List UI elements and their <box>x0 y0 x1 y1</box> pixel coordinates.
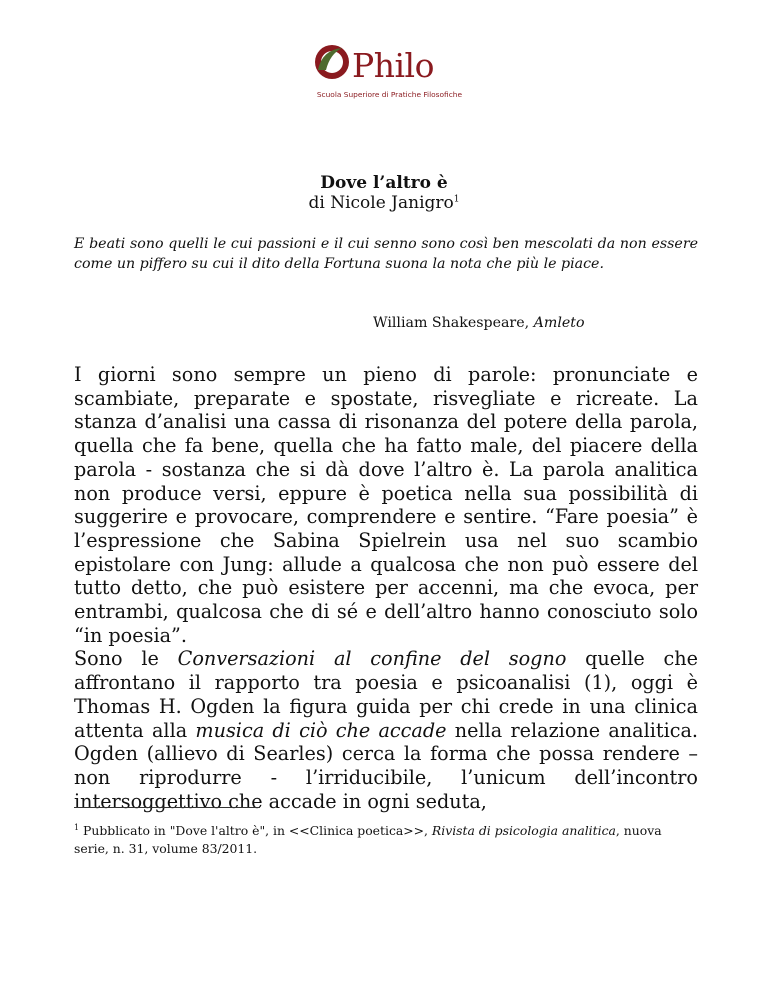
philo-logo-icon <box>312 40 356 84</box>
paragraph-2-text-b: quelle che affrontano il rapporto tra poesia e psicoanalisi (1), oggi è Thomas H. Ogden la figura guida per chi crede in una clinica attenta alla <box>74 647 698 742</box>
epigraph-quote: E beati sono quelli le cui passioni e il cui senno sono così ben mescolati da non essere come un piffero su cui il dito della Fortuna suona la nota che più le piace. <box>74 236 698 272</box>
footnote-text-a: Pubblicato in "Dove l'altro è", in <<Clinica poetica>>, <box>79 823 432 838</box>
paragraph-2-text-a: Sono le <box>74 647 178 671</box>
epigraph-work: Amleto <box>533 315 585 331</box>
epigraph-attribution <box>373 313 585 333</box>
footnote-mark: 1 <box>74 822 80 832</box>
main-body <box>74 363 698 813</box>
logo-wordmark: Philo <box>352 46 434 85</box>
byline-text: di Nicole Janigro <box>308 193 454 213</box>
logo-tagline: Scuola Superiore di Pratiche Filosofiche <box>316 90 462 99</box>
footnote-text-b: , nuova serie, n. 31, volume 83/2011. <box>74 823 662 856</box>
paragraph-2-text-c: nella relazione analitica. Ogden (allievo di Searles) cerca la forma che possa rendere – non riprodurre - l’irriducibile, l’unicum dell’incontro intersoggettivo che accade in ogni seduta, <box>74 718 698 813</box>
epigraph-author: William Shakespeare, <box>373 315 534 331</box>
paragraph-2 <box>74 647 698 813</box>
paragraph-1: I giorni sono sempre un pieno di parole: pronunciate e scambiate, preparate e spostate, risvegliate e ricreate. La stanza d’analisi una cassa di risonanza del potere della parola, quella che fa bene, quella che ha fatto male, del piacere della parola - sostanza che si dà dove l’altro è. La parola analitica non produce versi, eppure è poetica nella sua possibilità di suggerire e provocare, comprendere e sentire. “Fare poesia” è l’espressione che Sabina Spielrein usa nel suo scambio epistolare con Jung: allude a qualcosa che non può essere del tutto detto, che può esistere per accenni, ma che evoca, per entrambi, qualcosa che di sé e dell’altro hanno conosciuto solo “in poesia”. <box>74 363 698 647</box>
footnote <box>74 822 698 858</box>
paragraph-2-italic-phrase: musica di ciò che accade <box>195 718 447 742</box>
footnote-reference: 1 <box>453 194 460 205</box>
philo-logo <box>312 40 462 102</box>
paragraph-2-italic-title: Conversazioni al confine del sogno <box>177 647 567 671</box>
footnote-divider <box>74 807 260 808</box>
author-byline <box>0 192 768 214</box>
document-title: Dove l’altro è <box>320 173 448 193</box>
footnote-journal: Rivista di psicologia analitica <box>431 823 616 838</box>
